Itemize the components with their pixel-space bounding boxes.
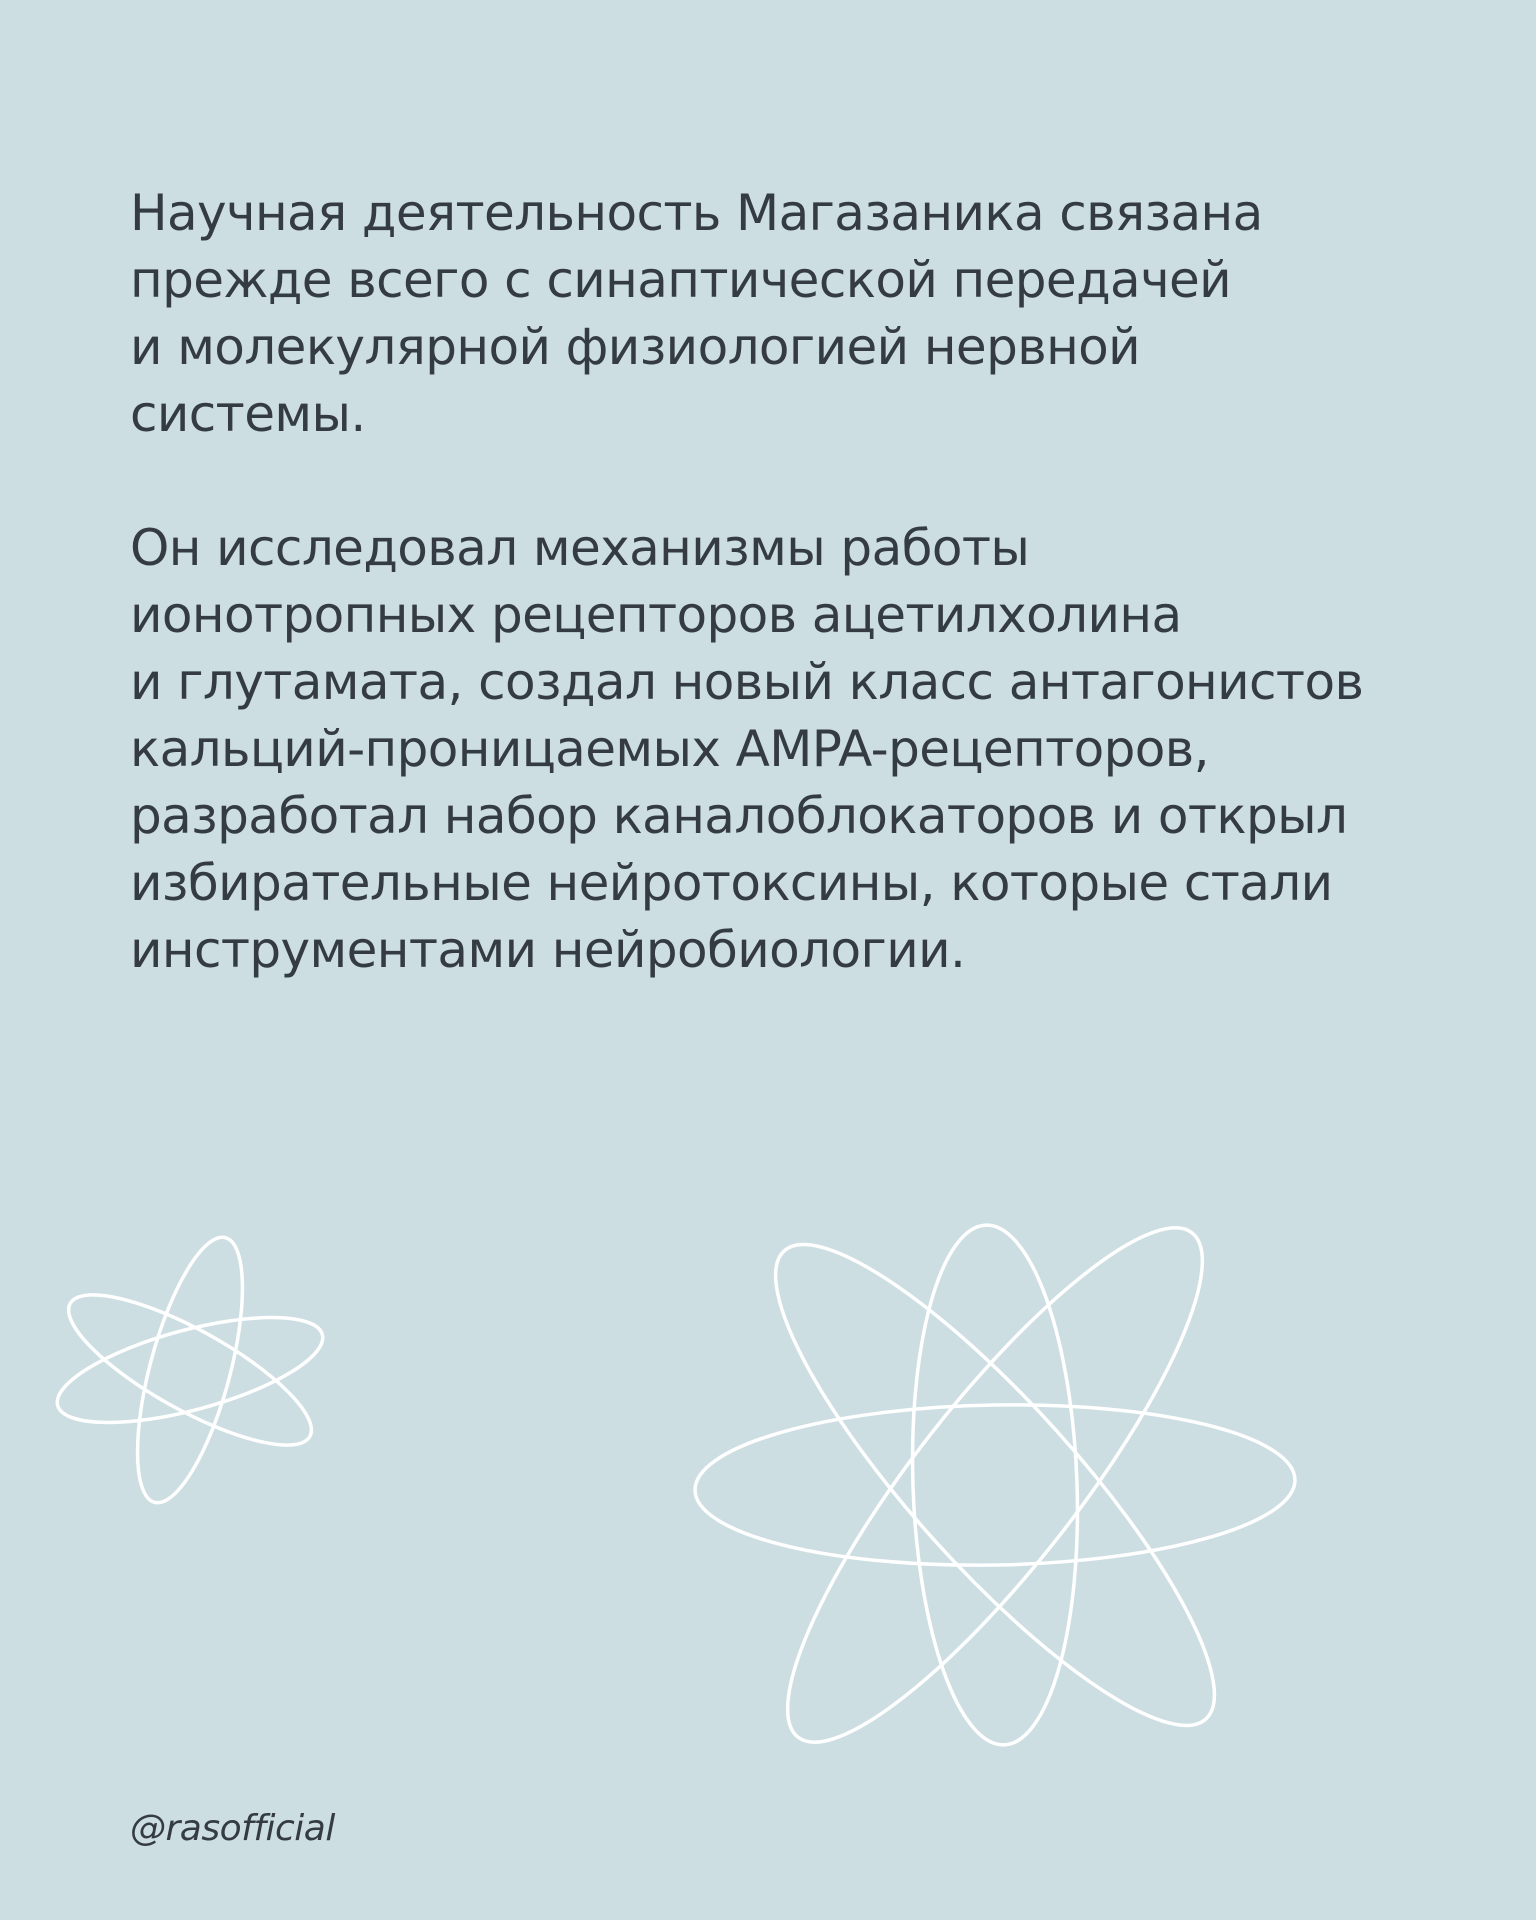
text-line: Он исследовал механизмы работы xyxy=(130,519,1030,577)
text-line: и глутамата, создал новый класс антагонистов xyxy=(130,653,1364,711)
atom-icon-small xyxy=(30,1210,350,1530)
paragraph-research xyxy=(130,515,1430,984)
text-line: ионотропных рецепторов ацетилхолина xyxy=(130,586,1182,644)
text-line: прежде всего с синаптической передачей xyxy=(130,251,1232,309)
text-line: разработал набор каналоблокаторов и открыл xyxy=(130,787,1348,845)
text-line: системы. xyxy=(130,385,366,443)
account-handle: @rasofficial xyxy=(130,1808,335,1849)
text-line: кальций-проницаемых AMPA-рецепторов, xyxy=(130,720,1209,778)
text-line: избирательные нейротоксины, которые стали xyxy=(130,854,1333,912)
main-text xyxy=(130,180,1430,984)
atom-icon-large xyxy=(685,1195,1315,1785)
text-line: и молекулярной физиологией нервной xyxy=(130,318,1141,376)
text-line: Научная деятельность Магазаника связана xyxy=(130,184,1263,242)
paragraph-intro xyxy=(130,180,1430,448)
text-line: инструментами нейробиологии. xyxy=(130,921,966,979)
